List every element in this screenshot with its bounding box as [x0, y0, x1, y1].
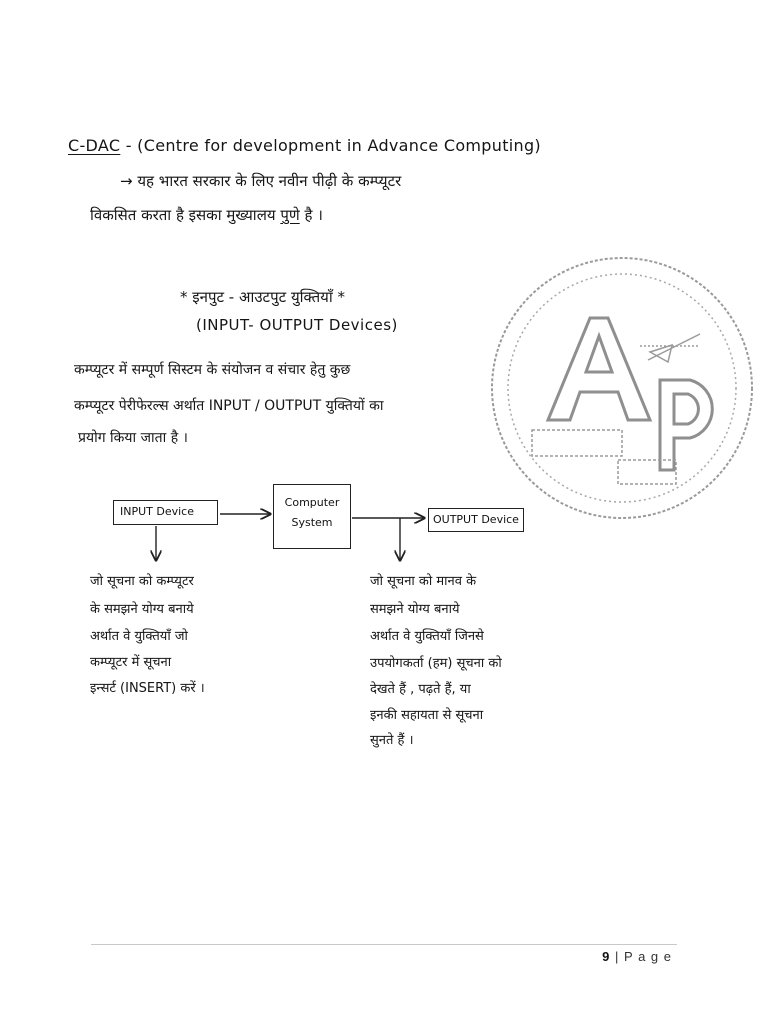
paragraph-line-3: प्रयोग किया जाता है ।	[78, 430, 188, 446]
output-device-label: OUTPUT Device	[433, 513, 519, 526]
cdac-acronym: C-DAC	[68, 136, 121, 155]
cdac-line-3-prefix: विकसित करता है इसका मुख्यालय	[90, 206, 276, 224]
output-device-box	[428, 508, 524, 532]
input-device-label: INPUT Device	[120, 505, 194, 518]
page-footer	[602, 949, 672, 964]
page-label: P a g e	[624, 949, 672, 964]
output-desc-line-4: उपयोगकर्ता (हम) सूचना को	[370, 656, 502, 671]
input-desc-line-3: अर्थात वे युक्तियाँ जो	[90, 629, 188, 644]
page-separator: |	[615, 949, 620, 964]
output-desc-line-5: देखते हैं , पढ़ते हैं, या	[370, 682, 471, 697]
cdac-city: पुणे	[280, 206, 300, 224]
output-desc-line-6: इनकी सहायता से सूचना	[370, 708, 484, 723]
input-desc-line-4: कम्प्यूटर में सूचना	[90, 655, 172, 670]
output-desc-line-3: अर्थात वे युक्तियाँ जिनसे	[370, 629, 484, 644]
computer-system-label-2: System	[291, 516, 333, 529]
output-desc-line-1: जो सूचना को मानव के	[370, 574, 477, 589]
io-heading-english: (INPUT- OUTPUT Devices)	[196, 316, 398, 334]
io-heading-hindi: * इनपुट - आउटपुट युक्तियाँ *	[180, 288, 345, 306]
paragraph-line-2: कम्प्यूटर पेरीफेरल्स अर्थात INPUT / OUTPUT युक्तियों का	[74, 398, 384, 414]
input-device-box	[113, 500, 218, 525]
cdac-expansion: - (Centre for development in Advance Computing)	[125, 136, 541, 155]
cdac-line-2: → यह भारत सरकार के लिए नवीन पीढ़ी के कम्प्यूटर	[120, 172, 402, 190]
paragraph-line-1: कम्प्यूटर में सम्पूर्ण सिस्टम के संयोजन व संचार हेतु कुछ	[74, 362, 351, 378]
computer-system-label-1: Computer	[284, 496, 340, 509]
footer-rule	[91, 944, 677, 945]
output-desc-line-2: समझने योग्य बनाये	[370, 602, 460, 617]
page-number: 9	[602, 949, 611, 964]
cdac-line-3-suffix: है ।	[304, 206, 323, 224]
input-desc-line-2: के समझने योग्य बनाये	[90, 602, 194, 617]
input-desc-line-1: जो सूचना को कम्प्यूटर	[90, 574, 194, 589]
output-desc-line-7: सुनते हैं ।	[370, 733, 414, 748]
computer-system-box	[273, 484, 351, 549]
input-desc-line-5: इन्सर्ट (INSERT) करें ।	[90, 681, 205, 696]
